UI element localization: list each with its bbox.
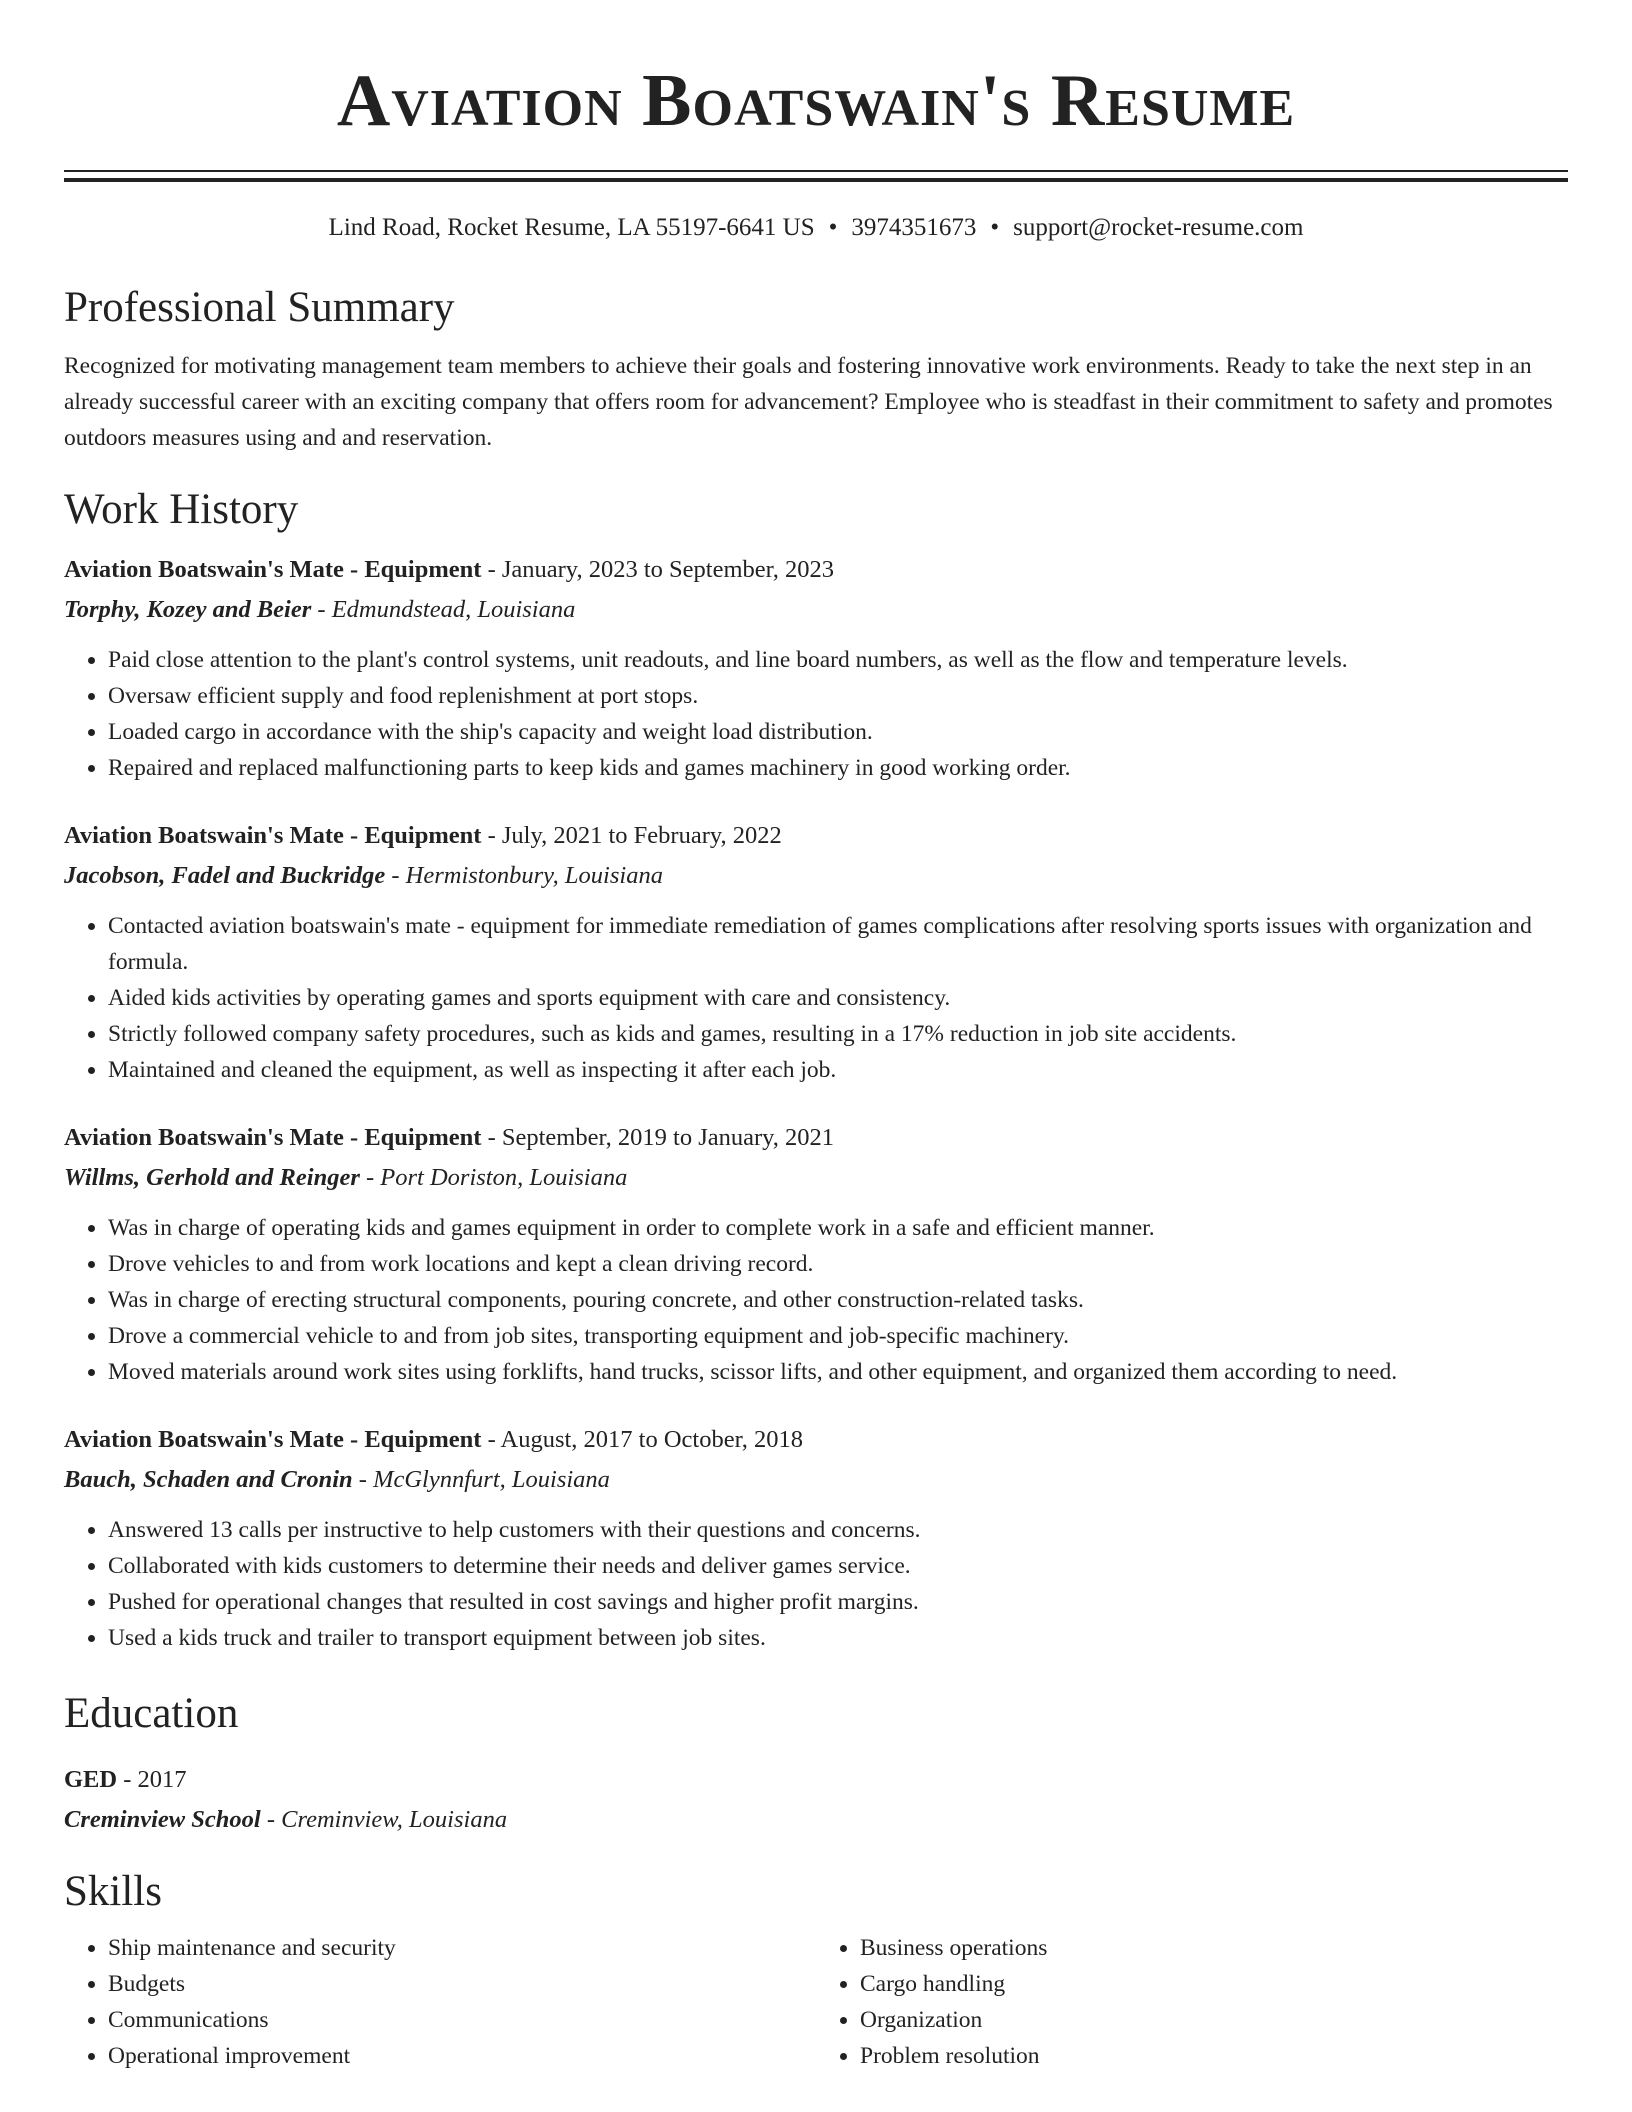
list-item: • Operational improvement	[108, 2038, 816, 2074]
education-degree: GED	[64, 1766, 118, 1793]
section-heading-summary: Professional Summary	[64, 284, 455, 331]
job-title-line: Aviation Boatswain's Mate - Equipment - January, 2023 to September, 2023	[64, 556, 835, 583]
list-item: • Budgets	[108, 1966, 816, 2002]
list-item: • Strictly followed company safety procedures, such as kids and games, resulting in a 17% reduction in job site accidents.	[108, 1016, 1568, 1052]
contact-separator: •	[828, 214, 838, 241]
job-title-line: Aviation Boatswain's Mate - Equipment - September, 2019 to January, 2021	[64, 1124, 835, 1151]
list-item: • Used a kids truck and trailer to transport equipment between job sites.	[108, 1620, 1568, 1656]
contact-line	[64, 212, 1568, 244]
education-year: 2017	[137, 1766, 187, 1793]
list-item: • Oversaw efficient supply and food replenishment at port stops.	[108, 678, 1568, 714]
skills-list-right	[816, 1930, 1568, 2074]
job-company-line: Jacobson, Fadel and Buckridge - Hermistonbury, Louisiana	[64, 862, 663, 889]
job-entry	[64, 550, 1568, 786]
summary-text: Recognized for motivating management team members to achieve their goals and fostering innovative work environments. Ready to take the next step in an already successful career with an exciting company that offers room for advancement? Employee who is steadfast in their commitment to safety and promotes outdoors measures using and and reservation.	[64, 353, 1553, 451]
job-dates: September, 2019 to January, 2021	[501, 1124, 835, 1151]
contact-separator: •	[990, 214, 1000, 241]
job-entry	[64, 816, 1568, 1088]
section-heading-work-history: Work History	[64, 486, 299, 533]
list-item: • Drove vehicles to and from work locations and kept a clean driving record.	[108, 1246, 1568, 1282]
job-location: Port Doriston, Louisiana	[380, 1164, 628, 1191]
job-bullets	[64, 1512, 1568, 1656]
education-school-line: Creminview School - Creminview, Louisiana	[64, 1806, 508, 1833]
list-item: • Loaded cargo in accordance with the ship's capacity and weight load distribution.	[108, 714, 1568, 750]
job-company-line: Willms, Gerhold and Reinger - Port Doriston, Louisiana	[64, 1164, 628, 1191]
list-item: • Maintained and cleaned the equipment, as well as inspecting it after each job.	[108, 1052, 1568, 1088]
contact-phone: 3974351673	[851, 214, 977, 241]
section-heading-skills: Skills	[64, 1868, 162, 1915]
job-bullets	[64, 642, 1568, 786]
education-location: Creminview, Louisiana	[281, 1806, 508, 1833]
section-heading-education: Education	[64, 1690, 239, 1737]
list-item: • Contacted aviation boatswain's mate - equipment for immediate remediation of games complications after resolving sports issues with organization and formula.	[108, 908, 1568, 980]
job-company: Torphy, Kozey and Beier	[64, 596, 312, 623]
list-item: • Paid close attention to the plant's control systems, unit readouts, and line board numbers, as well as the flow and temperature levels.	[108, 642, 1568, 678]
job-bullets	[64, 1210, 1568, 1390]
list-item: • Moved materials around work sites using forklifts, hand trucks, scissor lifts, and other equipment, and organized them according to need.	[108, 1354, 1568, 1390]
list-item: • Ship maintenance and security	[108, 1930, 816, 1966]
job-dates: August, 2017 to October, 2018	[500, 1426, 804, 1453]
job-company: Willms, Gerhold and Reinger	[64, 1164, 360, 1191]
resume-title: Aviation Boatswain's Resume	[336, 60, 1296, 142]
job-company-line: Bauch, Schaden and Cronin - McGlynnfurt, Louisiana	[64, 1466, 610, 1493]
list-item: • Drove a commercial vehicle to and from job sites, transporting equipment and job-specific machinery.	[108, 1318, 1568, 1354]
job-dates: January, 2023 to September, 2023	[501, 556, 835, 583]
list-item: • Answered 13 calls per instructive to help customers with their questions and concerns.	[108, 1512, 1568, 1548]
list-item: • Was in charge of operating kids and games equipment in order to complete work in a safe and efficient manner.	[108, 1210, 1568, 1246]
job-title: Aviation Boatswain's Mate - Equipment	[64, 1426, 482, 1453]
job-bullets	[64, 908, 1568, 1088]
list-item: • Repaired and replaced malfunctioning parts to keep kids and games machinery in good working order.	[108, 750, 1568, 786]
job-title: Aviation Boatswain's Mate - Equipment	[64, 1124, 482, 1151]
list-item: • Business operations	[860, 1930, 1568, 1966]
list-item: • Organization	[860, 2002, 1568, 2038]
job-title: Aviation Boatswain's Mate - Equipment	[64, 822, 482, 849]
job-title-line: Aviation Boatswain's Mate - Equipment - July, 2021 to February, 2022	[64, 822, 782, 849]
contact-email: support@rocket-resume.com	[1013, 214, 1304, 241]
list-item: • Collaborated with kids customers to determine their needs and deliver games service.	[108, 1548, 1568, 1584]
job-company: Jacobson, Fadel and Buckridge	[64, 862, 386, 889]
job-entry	[64, 1420, 1568, 1656]
job-location: McGlynnfurt, Louisiana	[373, 1466, 610, 1493]
title-rule-thin	[64, 170, 1568, 172]
job-company-line: Torphy, Kozey and Beier - Edmundstead, Louisiana	[64, 596, 576, 623]
education-school: Creminview School	[64, 1806, 261, 1833]
title-rule-thick	[64, 178, 1568, 182]
job-title: Aviation Boatswain's Mate - Equipment	[64, 556, 482, 583]
list-item: • Was in charge of erecting structural components, pouring concrete, and other construction-related tasks.	[108, 1282, 1568, 1318]
list-item: • Pushed for operational changes that resulted in cost savings and higher profit margins.	[108, 1584, 1568, 1620]
job-dates: July, 2021 to February, 2022	[501, 822, 782, 849]
contact-address: Lind Road, Rocket Resume, LA 55197-6641 US	[328, 214, 815, 241]
list-item: • Communications	[108, 2002, 816, 2038]
job-company: Bauch, Schaden and Cronin	[64, 1466, 353, 1493]
job-location: Edmundstead, Louisiana	[331, 596, 576, 623]
skills-list-left	[64, 1930, 816, 2074]
job-title-line: Aviation Boatswain's Mate - Equipment - August, 2017 to October, 2018	[64, 1426, 804, 1453]
job-entry	[64, 1118, 1568, 1390]
education-entry	[64, 1760, 1568, 1840]
skills-columns	[64, 1930, 1568, 2074]
education-degree-line: GED - 2017	[64, 1766, 187, 1793]
list-item: • Aided kids activities by operating games and sports equipment with care and consistency.	[108, 980, 1568, 1016]
list-item: • Problem resolution	[860, 2038, 1568, 2074]
job-location: Hermistonbury, Louisiana	[405, 862, 663, 889]
list-item: • Cargo handling	[860, 1966, 1568, 2002]
